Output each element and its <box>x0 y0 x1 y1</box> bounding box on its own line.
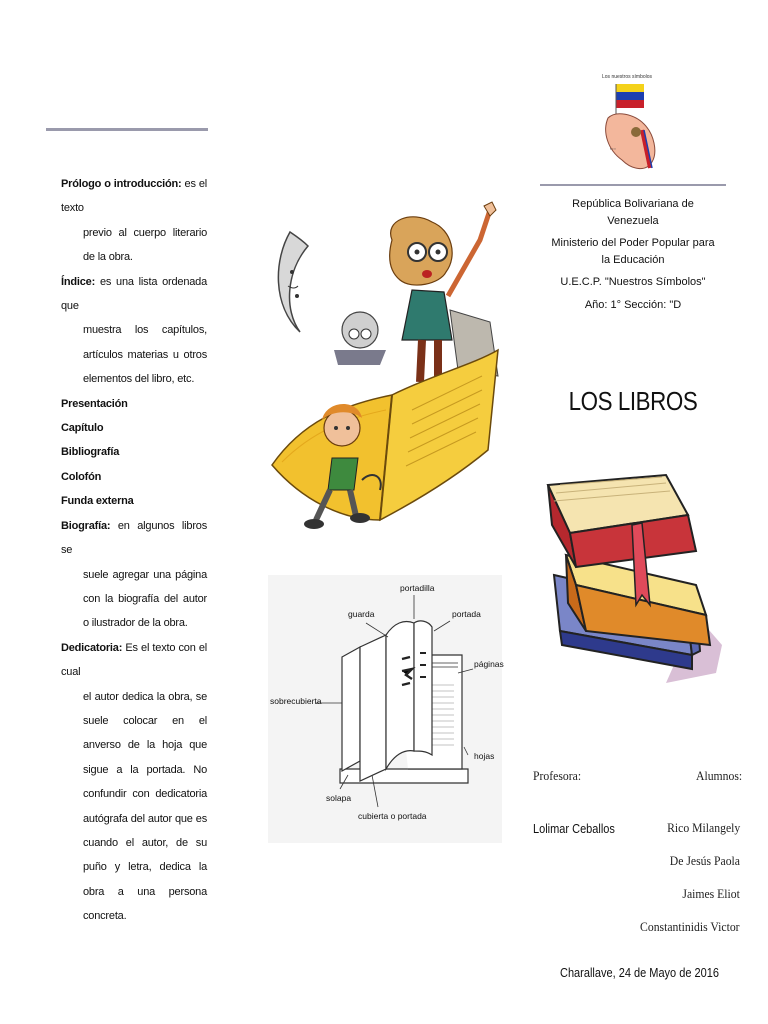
school-logo <box>598 68 664 180</box>
glossary-term: Biografía: <box>61 519 111 532</box>
professor-name: Lolimar Ceballos <box>533 822 615 836</box>
label-guarda: guarda <box>348 609 375 619</box>
glossary-term: Índice: <box>61 275 96 288</box>
glossary-entry <box>61 465 207 489</box>
glossary-entry <box>61 270 207 392</box>
glossary-def: muestra los capítulos, artículos materias u otros elementos del libro, etc. <box>83 324 207 386</box>
glossary-term: Colofón <box>61 470 102 483</box>
country-line: República Bolivariana de Venezuela <box>572 198 694 227</box>
glossary-entry <box>61 440 207 464</box>
grade-line: Año: 1° Sección: "D <box>584 298 682 311</box>
glossary-def: suele agregar una página con la biografía del autor o ilustrador de la obra. <box>83 568 207 630</box>
glossary-def: previo al cuerpo literario de la obra. <box>83 226 207 264</box>
label-paginas: páginas <box>474 659 504 669</box>
student-name: Constantinidis Victor <box>640 919 740 934</box>
glossary-entry <box>61 636 207 929</box>
flying-book-illustration <box>262 200 502 538</box>
glossary-entry <box>61 416 207 440</box>
date-line: Charallave, 24 de Mayo de 2016 <box>560 966 720 980</box>
glossary-entry <box>61 514 207 636</box>
flag-logo-icon <box>598 68 664 180</box>
label-sobrecubierta: sobrecubierta <box>270 696 322 706</box>
logo-caption: Los nuestros símbolos <box>602 74 653 80</box>
label-portada: portada <box>452 609 481 619</box>
glossary-entry <box>61 172 207 270</box>
label-solapa: solapa <box>326 793 352 803</box>
right-divider <box>540 184 726 186</box>
glossary-def-start: en algunos libros se <box>61 519 207 557</box>
institution-header <box>548 196 718 313</box>
book-parts-diagram <box>268 575 502 843</box>
glossary-def-start: Es el texto con el cual <box>61 641 207 679</box>
professor-label: Profesora: <box>533 768 582 783</box>
left-divider <box>46 128 208 131</box>
school-line: U.E.C.P. "Nuestros Símbolos" <box>560 276 706 288</box>
label-portadilla: portadilla <box>400 583 435 593</box>
student-name: Rico Milangely <box>666 820 740 835</box>
ministry-line: Ministerio del Poder Popular para la Educación <box>551 237 715 266</box>
students-label: Alumnos: <box>696 768 743 783</box>
glossary-def-start: es una lista ordenada que <box>61 275 207 313</box>
glossary-def-start: es el texto <box>61 178 207 215</box>
svg-text:▪ ▪ ▪: ▪ ▪ ▪ <box>610 147 616 151</box>
page-title: LOS LIBROS <box>568 386 698 416</box>
glossary-term: Capítulo <box>61 422 104 435</box>
student-name: De Jesús Paola <box>669 853 740 868</box>
glossary-entry <box>61 392 207 416</box>
glossary-term: Dedicatoria: <box>61 641 123 654</box>
student-name: Jaimes Eliot <box>682 886 740 901</box>
glossary-term: Bibliografía <box>61 446 120 459</box>
label-hojas: hojas <box>474 751 495 761</box>
glossary-term: Presentación <box>61 397 128 410</box>
label-cubierta: cubierta o portada <box>358 811 427 821</box>
glossary-entry <box>61 489 207 513</box>
glossary-term: Prólogo o introducción: <box>61 178 182 190</box>
glossary-def: el autor dedica la obra, se suele colocar en el anverso de la hoja que sigue a la portada. No confundir con dedicatoria autógrafa del autor que es cuando el autor, de su puño y letra, dedica la obra a una persona concreta. <box>83 690 207 923</box>
glossary-list <box>61 172 207 929</box>
glossary-term: Funda externa <box>61 495 134 508</box>
stacked-books-icon <box>546 455 724 690</box>
